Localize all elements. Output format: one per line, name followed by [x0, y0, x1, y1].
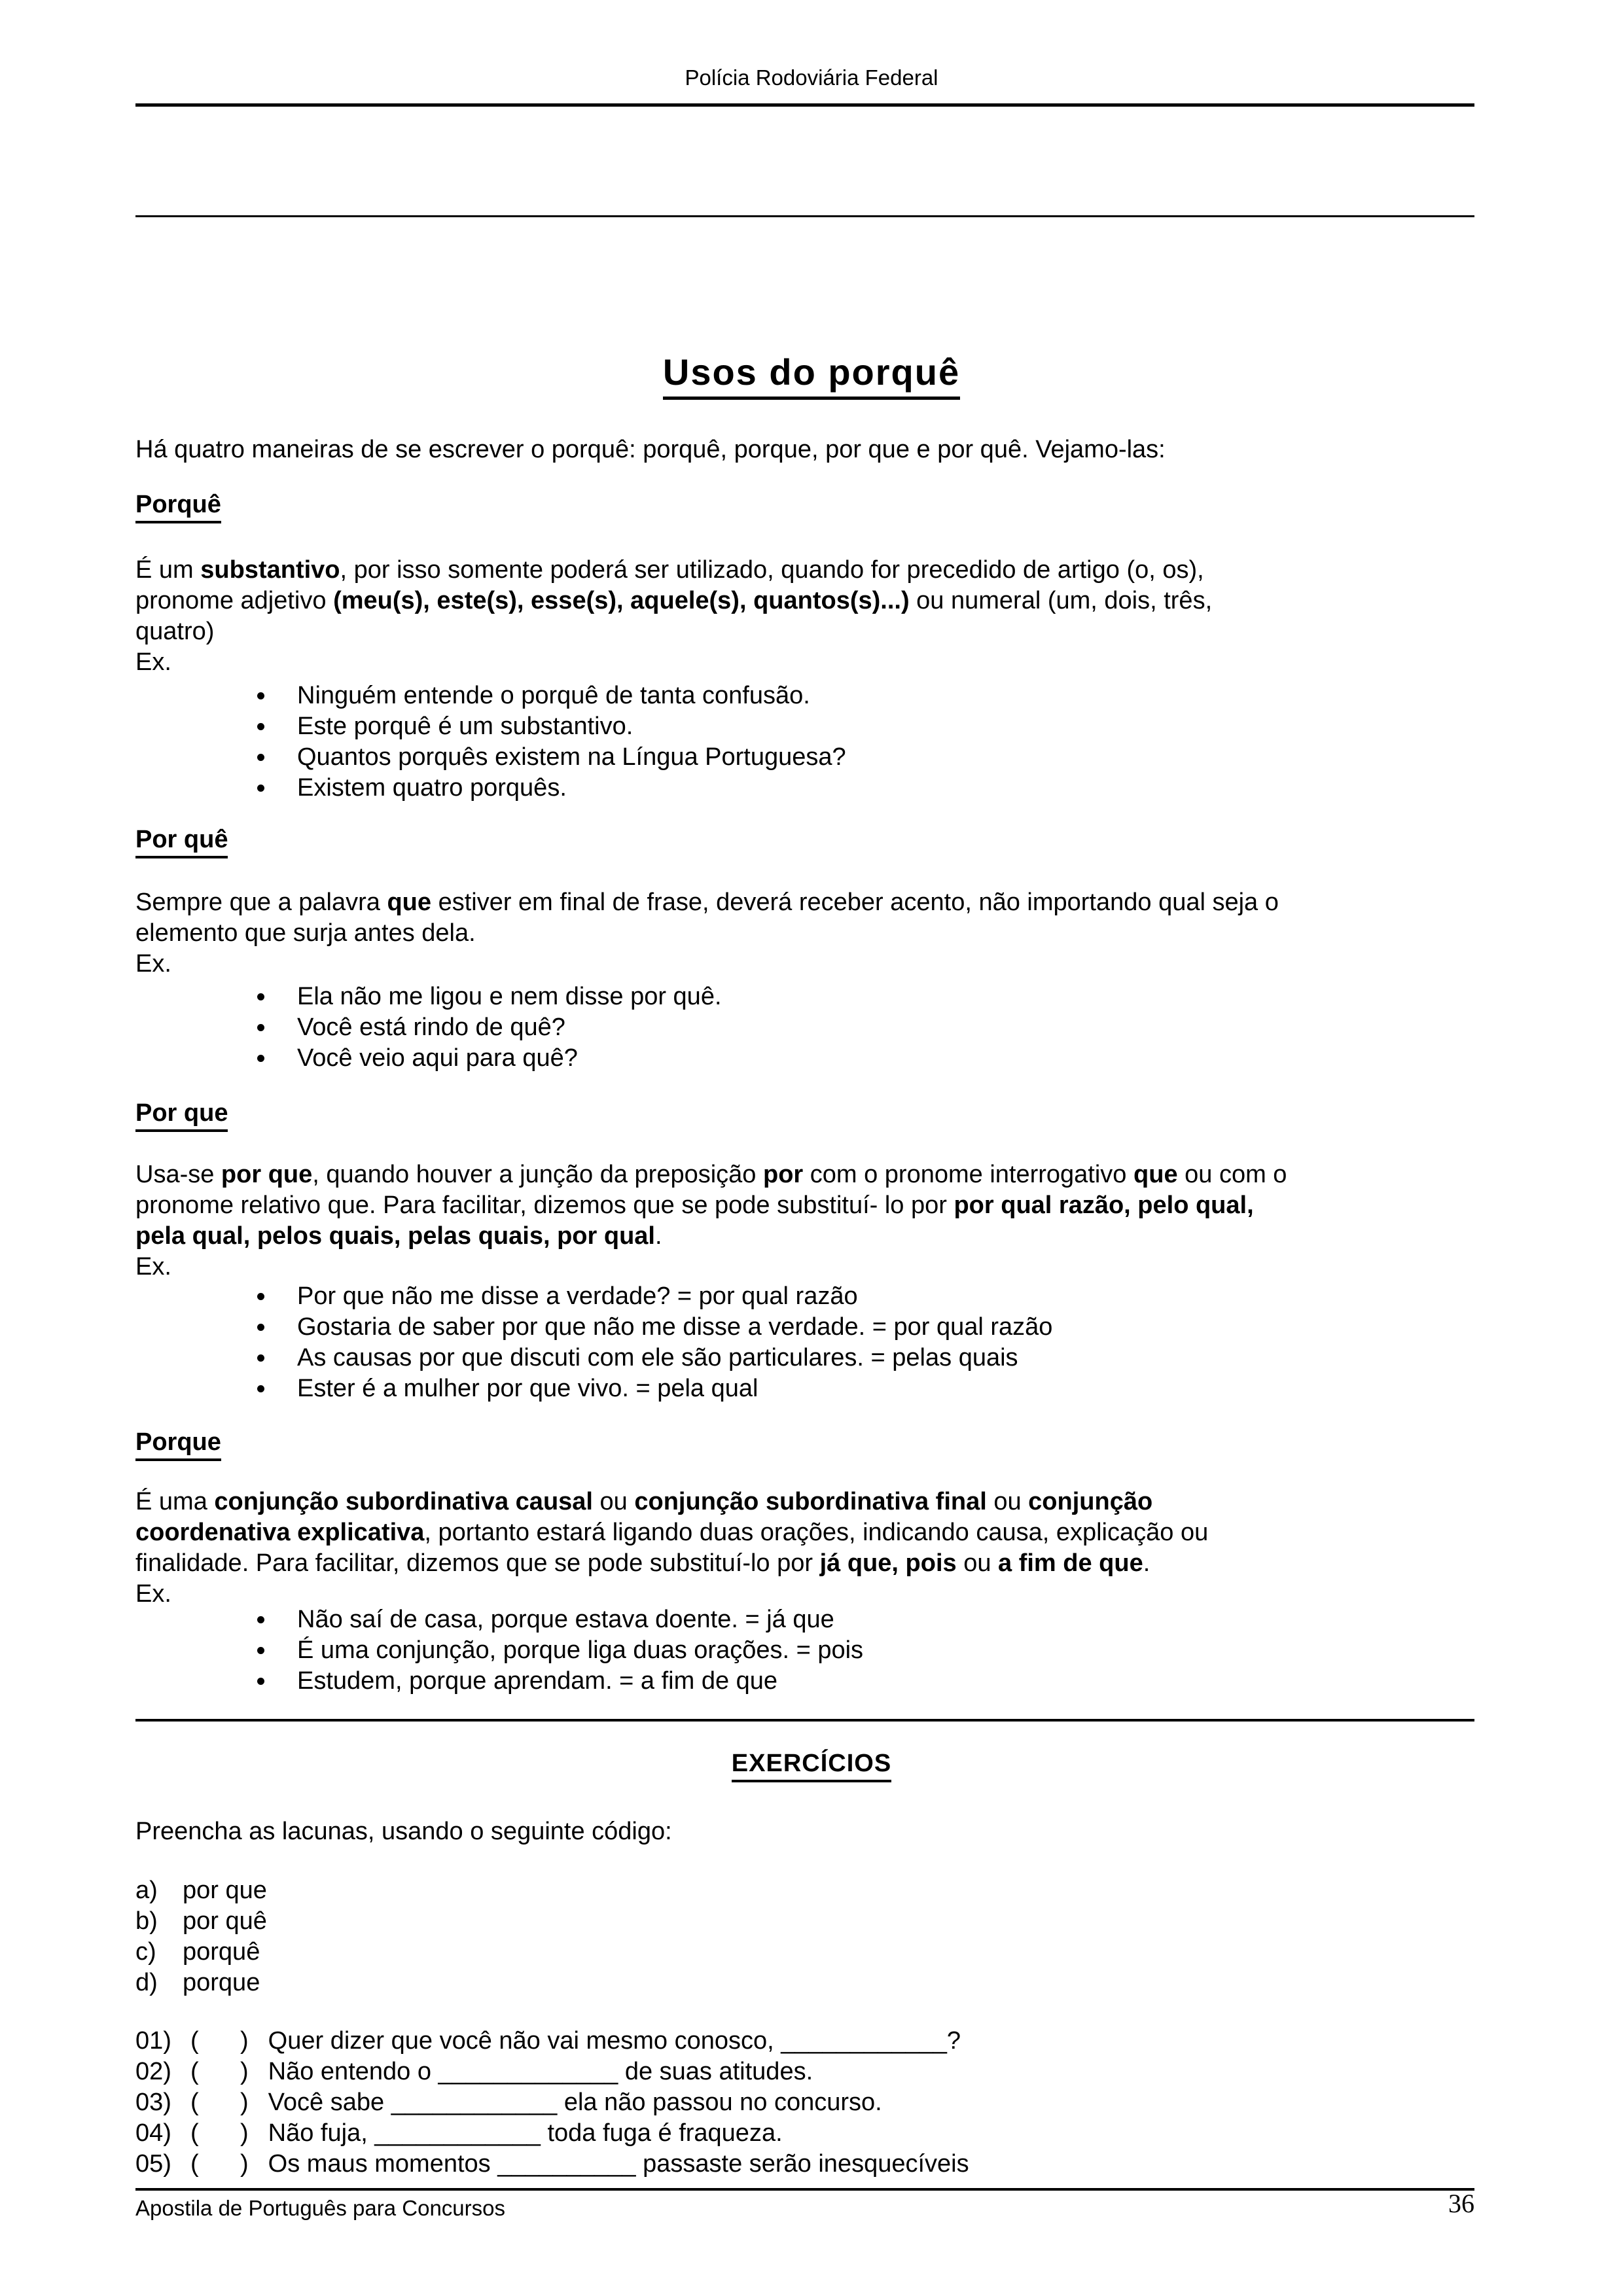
body-line: Ex.: [135, 1580, 171, 1608]
body-line: quatro): [135, 618, 215, 645]
answer-parentheses: ( ): [190, 2119, 249, 2147]
section-body: [135, 1159, 1474, 1282]
code-text: porque: [183, 1969, 260, 1996]
code-letter: a): [135, 1877, 158, 1904]
header-rule-bottom: [135, 215, 1474, 217]
exercise-list: [135, 2026, 1474, 2180]
exercise-text: Você sabe ____________ ela não passou no concurso.: [268, 2089, 882, 2116]
example-item: Você está rindo de quê?: [135, 1012, 1474, 1043]
answer-parentheses: ( ): [190, 2027, 249, 2055]
exercise-text: Quer dizer que você não vai mesmo conosco, ____________?: [268, 2027, 961, 2055]
example-item: Existem quatro porquês.: [135, 773, 1474, 804]
example-list: [135, 1604, 1474, 1697]
code-item: [135, 1875, 1474, 1906]
code-item: [135, 1906, 1474, 1937]
body-line: coordenativa explicativa, portanto estará ligando duas orações, indicando causa, explicação ou: [135, 1519, 1209, 1546]
example-item: Este porquê é um substantivo.: [135, 711, 1474, 742]
header-rule-top: [135, 103, 1474, 107]
code-letter: c): [135, 1938, 156, 1966]
exercises-heading: EXERCÍCIOS: [732, 1750, 891, 1782]
page-title-wrap: [0, 351, 1623, 400]
section-heading: Porquê: [135, 491, 221, 523]
section-body: [135, 887, 1474, 980]
example-item: As causas por que discuti com ele são particulares. = pelas quais: [135, 1343, 1474, 1373]
example-item: Ela não me ligou e nem disse por quê.: [135, 981, 1474, 1012]
example-item: Ester é a mulher por que vivo. = pela qual: [135, 1373, 1474, 1404]
intro-paragraph: Há quatro maneiras de se escrever o porquê: porquê, porque, por que e por quê. Vejamo-las:: [135, 436, 1166, 463]
page-header-text: Polícia Rodoviária Federal: [685, 65, 938, 90]
body-line: elemento que surja antes dela.: [135, 919, 476, 947]
page-number: 36: [1448, 2189, 1474, 2218]
body-line: Ex.: [135, 950, 171, 978]
body-line: Ex.: [135, 1253, 171, 1280]
answer-parentheses: ( ): [190, 2150, 249, 2178]
exercise-item: [135, 2026, 1474, 2057]
example-item: É uma conjunção, porque liga duas orações. = pois: [135, 1635, 1474, 1666]
exercise-text: Os maus momentos __________ passaste serão inesquecíveis: [268, 2150, 969, 2178]
section-por-que: [135, 1099, 1474, 1132]
footer-text: Apostila de Português para Concursos: [135, 2196, 505, 2220]
example-item: Estudem, porque aprendam. = a fim de que: [135, 1666, 1474, 1697]
example-item: Ninguém entende o porquê de tanta confusão.: [135, 680, 1474, 711]
body-line: pronome adjetivo (meu(s), este(s), esse(s), aquele(s), quantos(s)...) ou numeral (um, dois, três,: [135, 587, 1213, 614]
example-item: Por que não me disse a verdade? = por qual razão: [135, 1281, 1474, 1312]
section-heading: Por quê: [135, 826, 228, 858]
example-list: [135, 680, 1474, 804]
exercise-number: 04): [135, 2119, 171, 2147]
example-item: Gostaria de saber por que não me disse a verdade. = por qual razão: [135, 1312, 1474, 1343]
exercise-text: Não entendo o _____________ de suas atitudes.: [268, 2058, 813, 2085]
exercise-number: 02): [135, 2058, 171, 2085]
exercise-number: 03): [135, 2089, 171, 2116]
code-item: [135, 1968, 1474, 1998]
page-number-wrap: [135, 2188, 1474, 2219]
code-item: [135, 1937, 1474, 1968]
section-porque: [135, 1428, 1474, 1461]
body-line: É uma conjunção subordinativa causal ou conjunção subordinativa final ou conjunção: [135, 1488, 1153, 1515]
example-item: Quantos porquês existem na Língua Portuguesa?: [135, 742, 1474, 773]
code-text: porquê: [183, 1938, 260, 1966]
page-title: Usos do porquê: [663, 351, 960, 400]
code-letter: d): [135, 1969, 158, 1996]
section-porque-hat: [135, 491, 1474, 523]
answer-parentheses: ( ): [190, 2089, 249, 2116]
example-item: Não saí de casa, porque estava doente. = já que: [135, 1604, 1474, 1635]
body-line: pronome relativo que. Para facilitar, dizemos que se pode substituí- lo por por qual razão, pelo qual,: [135, 1192, 1254, 1219]
section-body: [135, 555, 1474, 678]
code-letter: b): [135, 1907, 158, 1935]
body-line: Usa-se por que, quando houver a junção da preposição por com o pronome interrogativo que ou com o: [135, 1161, 1287, 1188]
body-line: Ex.: [135, 648, 171, 676]
body-line: pela qual, pelos quais, pelas quais, por qual.: [135, 1222, 662, 1250]
body-line: É um substantivo, por isso somente poderá ser utilizado, quando for precedido de artigo (o, os),: [135, 556, 1204, 584]
example-list: [135, 981, 1474, 1074]
exercise-item: [135, 2087, 1474, 2118]
exercises-instruction: Preencha as lacunas, usando o seguinte código:: [135, 1818, 672, 1845]
section-por-que-hat: [135, 826, 1474, 858]
exercise-number: 01): [135, 2027, 171, 2055]
answer-parentheses: ( ): [190, 2058, 249, 2085]
code-text: por quê: [183, 1907, 267, 1935]
example-list: [135, 1281, 1474, 1404]
exercise-text: Não fuja, ____________ toda fuga é fraqueza.: [268, 2119, 783, 2147]
exercise-item: [135, 2057, 1474, 2087]
exercises-heading-wrap: [0, 1750, 1623, 1782]
body-line: finalidade. Para facilitar, dizemos que se pode substituí-lo por já que, pois ou a fim de que.: [135, 1549, 1150, 1577]
section-heading: Porque: [135, 1428, 221, 1461]
code-list: [135, 1875, 1474, 1998]
exercise-number: 05): [135, 2150, 171, 2178]
code-text: por que: [183, 1877, 267, 1904]
body-line: Sempre que a palavra que estiver em final de frase, deverá receber acento, não importando qual seja o: [135, 889, 1279, 916]
section-heading: Por que: [135, 1099, 228, 1132]
exercise-item: [135, 2149, 1474, 2180]
exercises-divider-rule: [135, 1719, 1474, 1722]
section-body: [135, 1487, 1474, 1610]
example-item: Você veio aqui para quê?: [135, 1043, 1474, 1074]
exercise-item: [135, 2118, 1474, 2149]
